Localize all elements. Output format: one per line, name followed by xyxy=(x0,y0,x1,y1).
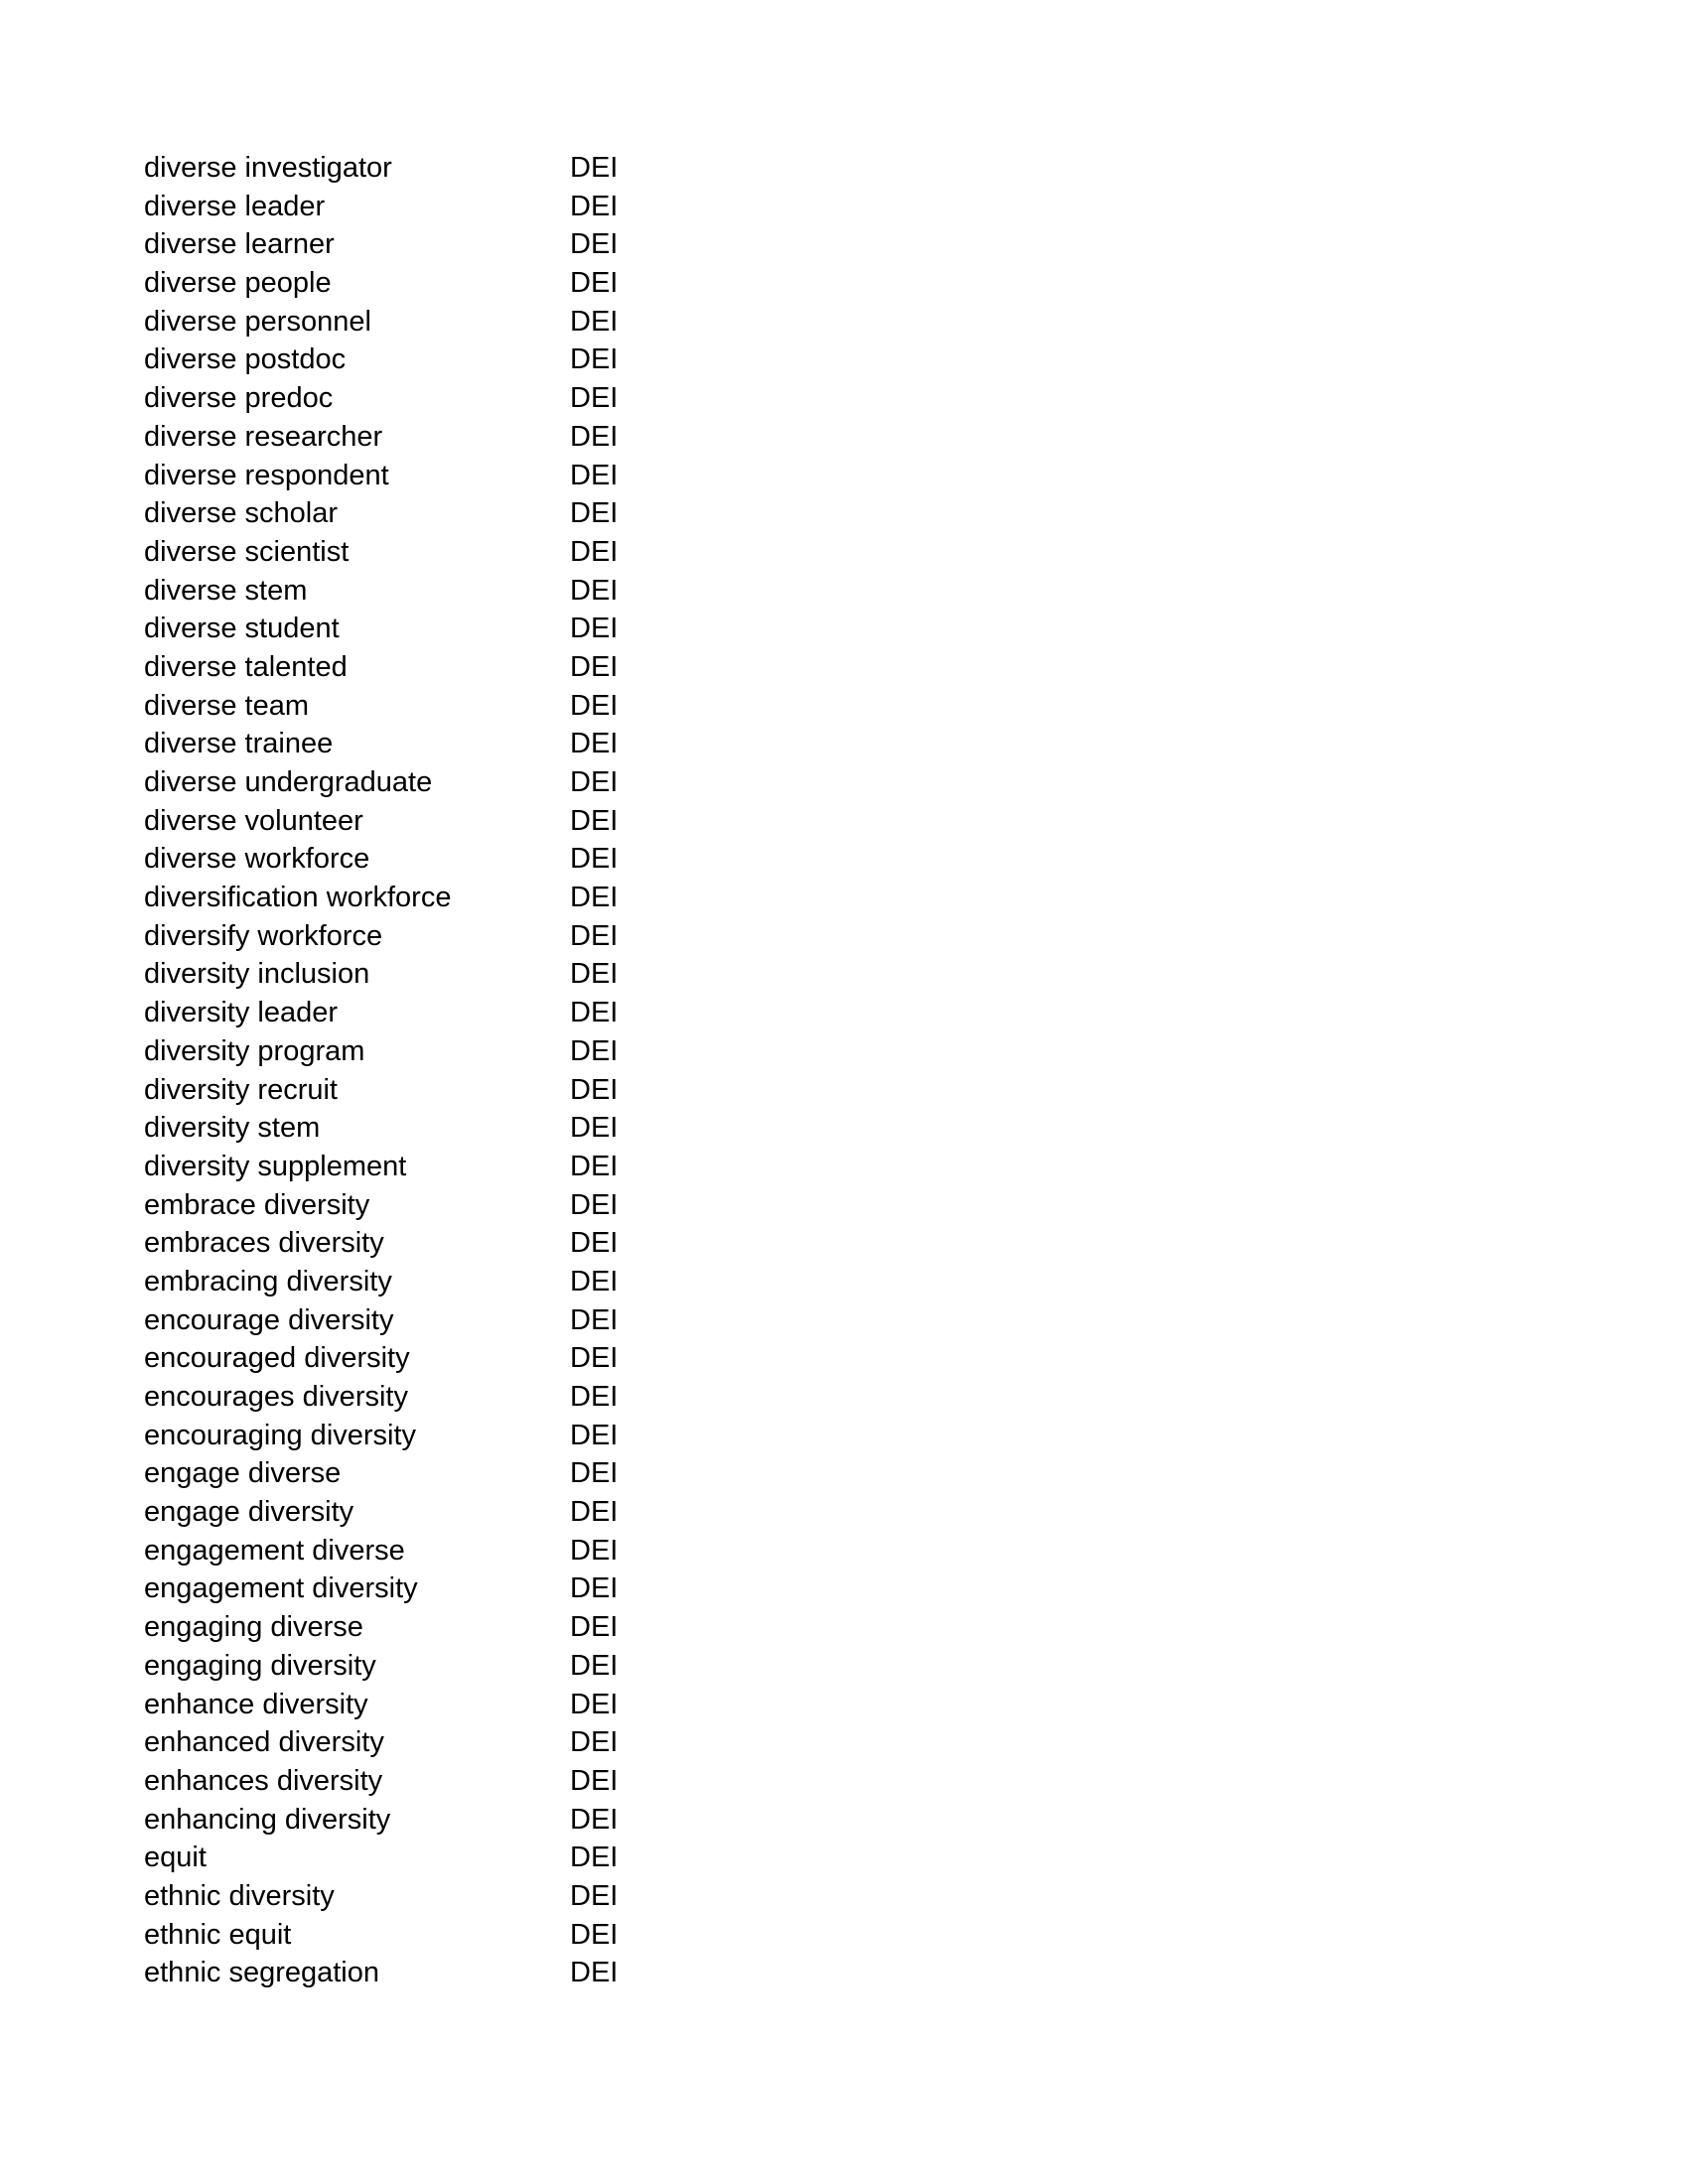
term-cell: diverse people xyxy=(144,267,332,300)
category-cell: DEI xyxy=(570,420,619,453)
table-row xyxy=(144,1186,640,1225)
category-cell: DEI xyxy=(570,1342,619,1375)
table-row xyxy=(144,379,640,418)
category-cell: DEI xyxy=(570,1073,619,1106)
table-row xyxy=(144,994,640,1032)
table-row xyxy=(144,1608,640,1647)
category-cell: DEI xyxy=(570,843,619,876)
table-row xyxy=(144,1532,640,1570)
table-row xyxy=(144,1801,640,1840)
category-cell: DEI xyxy=(570,1688,619,1720)
term-cell: diverse workforce xyxy=(144,843,370,876)
category-cell: DEI xyxy=(570,1879,619,1912)
term-cell: diverse leader xyxy=(144,190,326,222)
table-row xyxy=(144,955,640,994)
term-cell: diversity recruit xyxy=(144,1073,338,1106)
table-row xyxy=(144,1224,640,1263)
term-cell: diverse scholar xyxy=(144,497,339,530)
term-cell: engagement diverse xyxy=(144,1534,405,1567)
table-row xyxy=(144,1723,640,1762)
term-cell: enhancing diversity xyxy=(144,1803,391,1836)
term-cell: diverse student xyxy=(144,613,340,645)
table-row xyxy=(144,1877,640,1916)
category-cell: DEI xyxy=(570,1726,619,1759)
category-cell: DEI xyxy=(570,1611,619,1644)
category-cell: DEI xyxy=(570,1842,619,1874)
term-cell: encouraging diversity xyxy=(144,1419,417,1451)
category-cell: DEI xyxy=(570,1957,619,1989)
term-cell: embraces diversity xyxy=(144,1227,384,1260)
category-cell: DEI xyxy=(570,1803,619,1836)
term-cell: ethnic segregation xyxy=(144,1957,379,1989)
category-cell: DEI xyxy=(570,535,619,568)
table-row xyxy=(144,879,640,917)
category-cell: DEI xyxy=(570,497,619,530)
category-cell: DEI xyxy=(570,1381,619,1413)
category-cell: DEI xyxy=(570,1649,619,1682)
term-cell: enhance diversity xyxy=(144,1688,368,1720)
term-cell: diverse personnel xyxy=(144,305,371,338)
category-cell: DEI xyxy=(570,1303,619,1336)
term-table xyxy=(144,149,640,1992)
term-cell: diverse respondent xyxy=(144,459,389,491)
term-cell: ethnic diversity xyxy=(144,1879,335,1912)
category-cell: DEI xyxy=(570,1764,619,1797)
table-row xyxy=(144,1071,640,1110)
category-cell: DEI xyxy=(570,1457,619,1490)
category-cell: DEI xyxy=(570,728,619,760)
table-row xyxy=(144,1378,640,1417)
table-row xyxy=(144,533,640,572)
category-cell: DEI xyxy=(570,882,619,914)
table-row xyxy=(144,1493,640,1532)
term-cell: diverse predoc xyxy=(144,382,334,415)
term-cell: diversity supplement xyxy=(144,1150,407,1182)
term-cell: diverse scientist xyxy=(144,535,350,568)
term-cell: diverse talented xyxy=(144,650,348,683)
table-row xyxy=(144,457,640,495)
term-cell: diverse trainee xyxy=(144,728,334,760)
table-row xyxy=(144,1454,640,1493)
category-cell: DEI xyxy=(570,1918,619,1951)
category-cell: DEI xyxy=(570,152,619,184)
table-row xyxy=(144,341,640,379)
category-cell: DEI xyxy=(570,1034,619,1067)
table-row xyxy=(144,840,640,879)
table-row xyxy=(144,1839,640,1877)
table-row xyxy=(144,917,640,956)
table-row xyxy=(144,1686,640,1724)
category-cell: DEI xyxy=(570,459,619,491)
category-cell: DEI xyxy=(570,997,619,1029)
table-row xyxy=(144,1570,640,1608)
term-cell: embracing diversity xyxy=(144,1265,392,1297)
term-cell: diversify workforce xyxy=(144,919,383,952)
term-cell: diverse researcher xyxy=(144,420,383,453)
table-row xyxy=(144,188,640,226)
term-cell: diversification workforce xyxy=(144,882,452,914)
category-cell: DEI xyxy=(570,689,619,722)
term-cell: engaging diverse xyxy=(144,1611,363,1644)
table-row xyxy=(144,1263,640,1301)
category-cell: DEI xyxy=(570,1265,619,1297)
table-row xyxy=(144,1916,640,1955)
term-cell: diverse learner xyxy=(144,228,335,261)
table-row xyxy=(144,572,640,611)
table-row xyxy=(144,264,640,303)
category-cell: DEI xyxy=(570,190,619,222)
category-cell: DEI xyxy=(570,1112,619,1145)
category-cell: DEI xyxy=(570,228,619,261)
table-row xyxy=(144,648,640,687)
category-cell: DEI xyxy=(570,1496,619,1529)
table-row xyxy=(144,1032,640,1071)
term-cell: engage diverse xyxy=(144,1457,342,1490)
category-cell: DEI xyxy=(570,343,619,376)
term-cell: diversity leader xyxy=(144,997,339,1029)
category-cell: DEI xyxy=(570,804,619,837)
table-row xyxy=(144,687,640,726)
term-cell: ethnic equit xyxy=(144,1918,292,1951)
term-cell: diverse volunteer xyxy=(144,804,363,837)
table-row xyxy=(144,1339,640,1378)
table-row xyxy=(144,802,640,841)
table-row xyxy=(144,725,640,763)
category-cell: DEI xyxy=(570,1419,619,1451)
term-cell: enhances diversity xyxy=(144,1764,383,1797)
term-cell: enhanced diversity xyxy=(144,1726,384,1759)
table-row xyxy=(144,149,640,188)
table-row xyxy=(144,1417,640,1455)
category-cell: DEI xyxy=(570,958,619,991)
term-cell: equit xyxy=(144,1842,207,1874)
term-cell: diverse undergraduate xyxy=(144,766,433,798)
category-cell: DEI xyxy=(570,1188,619,1221)
table-row xyxy=(144,763,640,802)
term-cell: diverse investigator xyxy=(144,152,392,184)
category-cell: DEI xyxy=(570,574,619,607)
term-cell: diversity program xyxy=(144,1034,365,1067)
category-cell: DEI xyxy=(570,305,619,338)
category-cell: DEI xyxy=(570,267,619,300)
term-cell: diverse team xyxy=(144,689,310,722)
term-cell: diverse stem xyxy=(144,574,308,607)
category-cell: DEI xyxy=(570,650,619,683)
table-row xyxy=(144,1109,640,1148)
term-cell: diversity stem xyxy=(144,1112,321,1145)
term-cell: diversity inclusion xyxy=(144,958,370,991)
category-cell: DEI xyxy=(570,613,619,645)
category-cell: DEI xyxy=(570,1534,619,1567)
category-cell: DEI xyxy=(570,1150,619,1182)
term-cell: engaging diversity xyxy=(144,1649,376,1682)
table-row xyxy=(144,494,640,533)
category-cell: DEI xyxy=(570,1572,619,1605)
term-cell: encourage diversity xyxy=(144,1303,394,1336)
term-cell: encouraged diversity xyxy=(144,1342,410,1375)
table-row xyxy=(144,303,640,341)
table-row xyxy=(144,1762,640,1801)
category-cell: DEI xyxy=(570,1227,619,1260)
table-row xyxy=(144,418,640,457)
term-cell: engagement diversity xyxy=(144,1572,418,1605)
table-row xyxy=(144,1301,640,1340)
term-cell: engage diversity xyxy=(144,1496,354,1529)
table-row xyxy=(144,225,640,264)
table-row xyxy=(144,1148,640,1186)
category-cell: DEI xyxy=(570,382,619,415)
category-cell: DEI xyxy=(570,766,619,798)
table-row xyxy=(144,1954,640,1992)
term-cell: encourages diversity xyxy=(144,1381,408,1413)
table-row xyxy=(144,1647,640,1686)
category-cell: DEI xyxy=(570,919,619,952)
term-cell: diverse postdoc xyxy=(144,343,347,376)
term-cell: embrace diversity xyxy=(144,1188,370,1221)
table-row xyxy=(144,610,640,648)
